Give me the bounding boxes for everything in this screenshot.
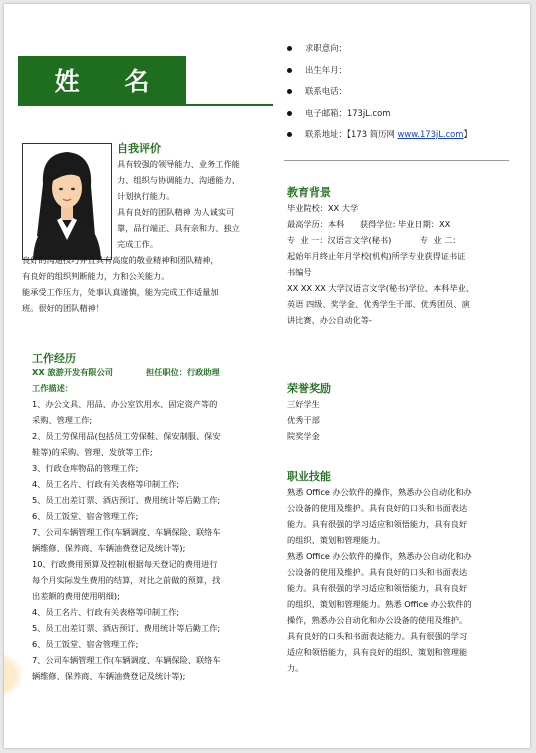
skills-title: 职业技能 [287,470,331,483]
contact-email: 电子邮箱：173jL.com [287,103,472,125]
work-desc-label: 工作描述： [32,383,73,393]
awards-title: 荣誉奖励 [287,382,331,395]
avatar-illustration [23,144,111,259]
website-link[interactable]: www.173jL.com [397,129,464,139]
skills-text: 熟悉 Office 办公软件的操作，熟悉办公自动化和办 公设备的使用及维护。具有良好的口头和书面表达 能力。具有很强的学习适应和领悟能力，具有良好 的组织、策划和管理能力。 熟悉 Office 办公软件的操作，熟悉办公自动化和办 公设备的使用及维护。具有良好的口头和书面表达 能力。具有很强的学习适应和领悟能力，具有良好 的组织、策划和管理能力。熟悉 Office 办公软件的 操作，熟悉办公自动化和办公设备的使用及维护。 具有良好的口头和书面表达能力。具有很强的学习 适应和领悟能力，具有良好的组织、策划和管理能 力。 [287,487,472,673]
work-text: 1、办公文具、用品、办公室饮用水、固定资产等的 采购、管理工作; 2、员工劳保用品(包括员工劳保鞋、保安制服、保安 鞋等)的采购、管理、发放等工作; 3、行政仓库物品的管理工作; 4、员工名片、行政有关表格等印制工作; 5、员工出差订票、酒店预订、费用统计等后勤工作; 6、员工饭堂、宿舍管理工作; 7、公司车辆管理工作(车辆调度、车辆保险、联络车 辆维修、保养商、车辆油费登记及统计等); 10、行政费用预算及控制(根据每天登记的费用进行 每个月实际发生费用的结算，对比之前做的预算，找 出差额的费用使用明细); 4、员工名片、行政有关表格等印制工作; 5、员工出差订票、酒店预订、费用统计等后勤工作; 6、员工饭堂、宿舍管理工作; 7、公司车辆管理工作(车辆调度、车辆保险、联络车 辆维修、保养商、车辆油费登记及统计等); [32,399,221,681]
contact-list [287,38,472,146]
self-eval-text-2: 良好的沟通技巧并且具有高度的敬业精神和团队精神， 有良好的组织判断能力，力和公关能力。 能承受工作压力，处事认真谨慎，能为完成工作适量加 班。很好的团队精神！ [22,255,219,313]
avatar [22,143,112,260]
contact-birth: 出生年月： [287,60,472,82]
contact-phone: 联系电话： [287,81,472,103]
contact-divider [284,160,509,161]
name-banner [18,56,186,104]
education-text: 毕业院校：XX 大学 最高学历：本科 获得学位: 毕业日期：XX 专 业 一：汉语言文学(秘书) 专 业 二： 起始年月终止年月学校(机构)所学专业获得证书证 书编号 XX XX XX 大学汉语言文学(秘书)学位、本科毕业、 英语 四级、奖学金、优秀学生干部、优秀团员、演 讲比赛、办公自动化等- [287,203,475,325]
corner-decoration [4,652,22,698]
work-company: XX 旅游开发有限公司 [32,367,113,377]
work-position: 担任职位：行政助理 [146,367,220,377]
name-title: 姓 名 [54,67,168,96]
contact-address: 联系地址：【173 简历网 www.173jL.com】 [287,124,472,146]
header-divider [18,104,273,106]
self-eval-text-1: 具有较强的领导能力、业务工作能 力、组织与协调能力、沟通能力、 计划执行能力。 具有良好的团队精神 为人诚实可 靠，品行端正、具有亲和力、独立 完成工作。 [117,159,240,249]
self-eval-title: 自我评价 [117,142,161,155]
resume-page [4,4,530,748]
contact-intention: 求职意向： [287,38,472,60]
education-title: 教育背景 [287,186,331,199]
work-title: 工作经历 [32,352,76,365]
awards-text: 三好学生 优秀干部 院奖学金 [287,399,320,441]
